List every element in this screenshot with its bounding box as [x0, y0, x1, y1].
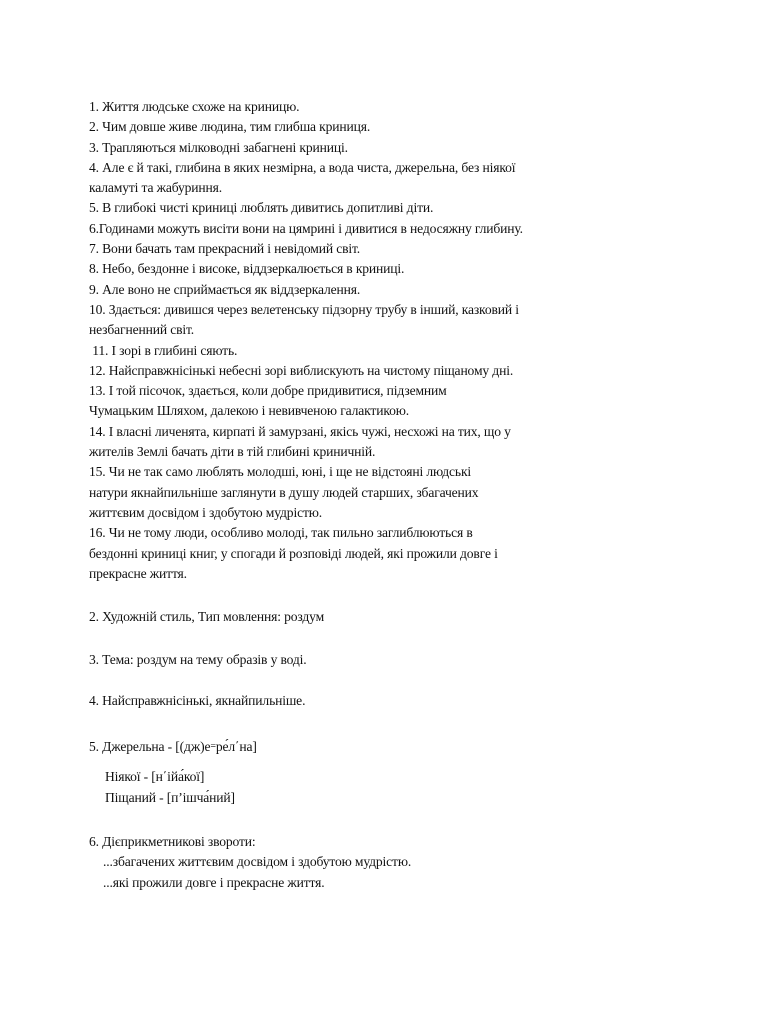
text-line-2: 2. Чим довше живе людина, тим глибша криниця.: [89, 119, 371, 135]
text-line-14b: жителів Землі бачать діти в тій глибині криничній.: [89, 444, 376, 460]
answer-5: [89, 737, 257, 757]
text-line-10b: незбагненний світ.: [89, 322, 195, 338]
answer-5-sub1: Ніякої - [н΄ійа́кої]: [105, 769, 205, 784]
text-line-4b: каламуті та жабуриння.: [89, 180, 223, 196]
text-line-15b: натури якнайпильніше заглянути в душу людей старших, збагачених: [89, 484, 479, 500]
answer-5-tail: ре́л΄на]: [215, 739, 257, 754]
answer-6: 6. Дієприкметникові звороти:: [89, 834, 256, 849]
answer-2: 2. Художній стиль, Тип мовлення: роздум: [89, 609, 325, 624]
text-line-15: 15. Чи не так само люблять молодші, юні, і ще не відстояні людські: [89, 464, 472, 480]
text-line-16: 16. Чи не тому люди, особливо молоді, так пильно заглиблюються в: [89, 525, 473, 541]
text-line-5: 5. В глибокі чисті криниці люблять дивитись допитливі діти.: [89, 200, 434, 216]
text-line-13: 13. І той пісочок, здається, коли добре придивитися, підземним: [89, 383, 447, 399]
text-line-6: 6.Годинами можуть висіти вони на цямрині і дивитися в недосяжну глибину.: [89, 220, 523, 236]
answer-3: 3. Тема: роздум на тему образів у воді.: [89, 652, 307, 667]
text-line-7: 7. Вони бачать там прекрасний і невідомий світ.: [89, 241, 360, 257]
answer-5-sub2: Піщаний - [п’ішча́ний]: [105, 790, 235, 805]
text-line-1: 1. Життя людське схоже на криницю.: [89, 99, 300, 114]
text-line-12: 12. Найсправжнісінькі небесні зорі виблискують на чистому піщаному дні.: [89, 362, 514, 378]
text-line-4: 4. Але є й такі, глибина в яких незмірна, а вода чиста, джерельна, без ніякої: [89, 159, 516, 175]
text-body: [89, 97, 729, 584]
text-line-11: 11. І зорі в глибині сяють.: [89, 342, 238, 358]
text-line-13b: Чумацьким Шляхом, далекою і невивченою галактикою.: [89, 403, 409, 419]
text-line-3: 3. Трапляються мілководні забагнені криниці.: [89, 139, 348, 155]
answer-5-head: 5. Джерельна - [(дж)е: [89, 739, 211, 754]
answer-6-sub2: ...які прожили довге і прекрасне життя.: [103, 875, 325, 890]
stress-mark: =: [210, 741, 216, 752]
text-line-15c: життєвим досвідом і здобутою мудрістю.: [89, 504, 322, 520]
text-line-16c: прекрасне життя.: [89, 565, 187, 581]
text-line-16b: бездонні криниці книг, у спогади й розповіді людей, які прожили довге і: [89, 545, 498, 561]
text-line-14: 14. І власні личенята, кирпаті й замурзані, якісь чужі, несхожі на тих, що у: [89, 423, 511, 439]
text-line-9: 9. Але воно не сприймається як віддзеркалення.: [89, 281, 361, 297]
text-line-8: 8. Небо, бездонне і високе, віддзеркалюється в криниці.: [89, 261, 405, 277]
text-line-10: 10. Здається: дивишся через велетенську підзорну трубу в інший, казковий і: [89, 301, 519, 317]
answer-4: 4. Найсправжнісінькі, якнайпильніше.: [89, 693, 306, 708]
answer-6-sub1: ...збагачених життєвим досвідом і здобутою мудрістю.: [103, 854, 412, 869]
